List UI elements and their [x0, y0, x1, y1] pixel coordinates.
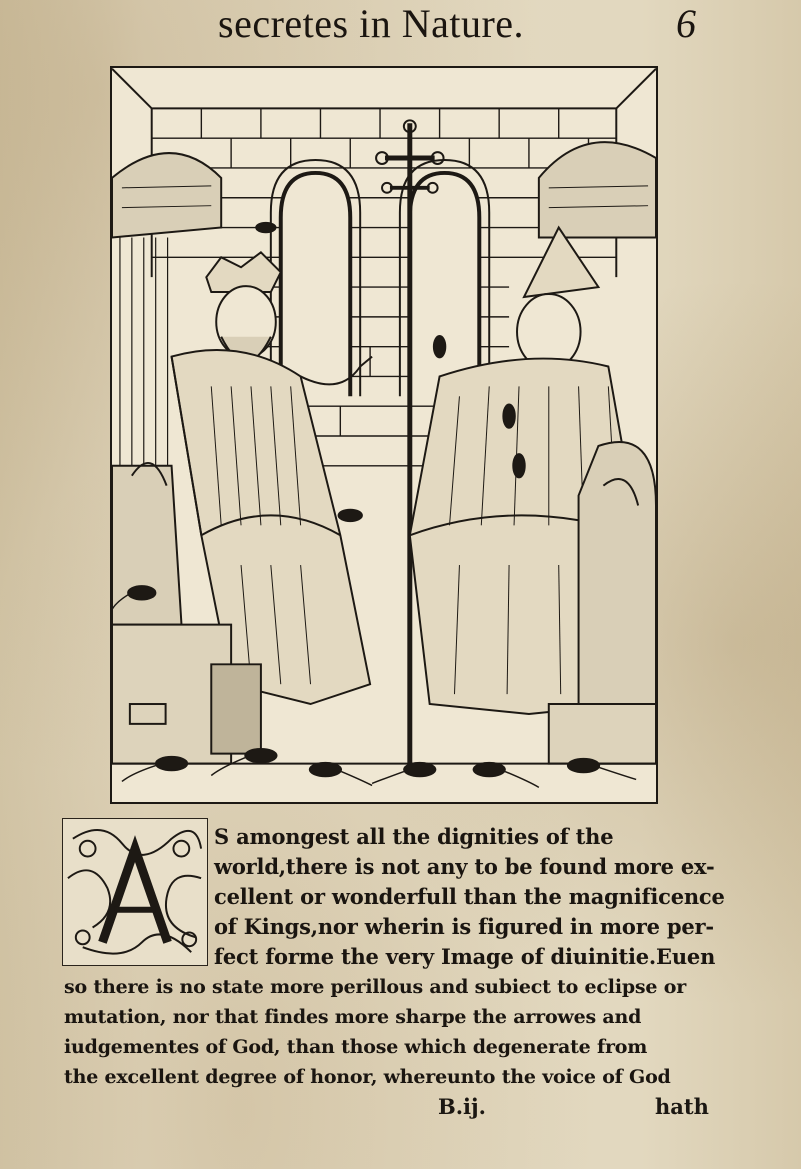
- body-line-3: cellent or wonderfull than the magnificence: [214, 884, 725, 909]
- decorated-initial: [62, 818, 208, 966]
- woodcut-illustration: [110, 66, 658, 804]
- body-line-2: world,there is not any to be found more ex-: [214, 854, 715, 879]
- page-footer: [0, 1094, 801, 1124]
- body-line-1: S amongest all the dignities of the: [214, 824, 614, 849]
- body-line-7: mutation, nor that findes more sharpe the arrowes and: [64, 1006, 642, 1028]
- page-number: 6: [676, 1, 696, 46]
- body-line-4: of Kings,nor wherin is figured in more per-: [214, 914, 714, 939]
- signature-mark: B.ij.: [438, 1094, 486, 1119]
- running-title: secretes in Nature.: [218, 1, 525, 46]
- body-line-9: the excellent degree of honor, whereunto the voice of God: [64, 1066, 671, 1088]
- catchword: hath: [655, 1094, 709, 1119]
- body-line-8: iudgementes of God, than those which degenerate from: [64, 1036, 648, 1058]
- decorated-initial-letter: [63, 819, 207, 965]
- body-line-6: so there is no state more perillous and subiect to eclipse or: [64, 976, 687, 998]
- woodcut-scene: [112, 68, 656, 802]
- body-line-5: fect forme the very Image of diuinitie.Euen: [214, 944, 716, 969]
